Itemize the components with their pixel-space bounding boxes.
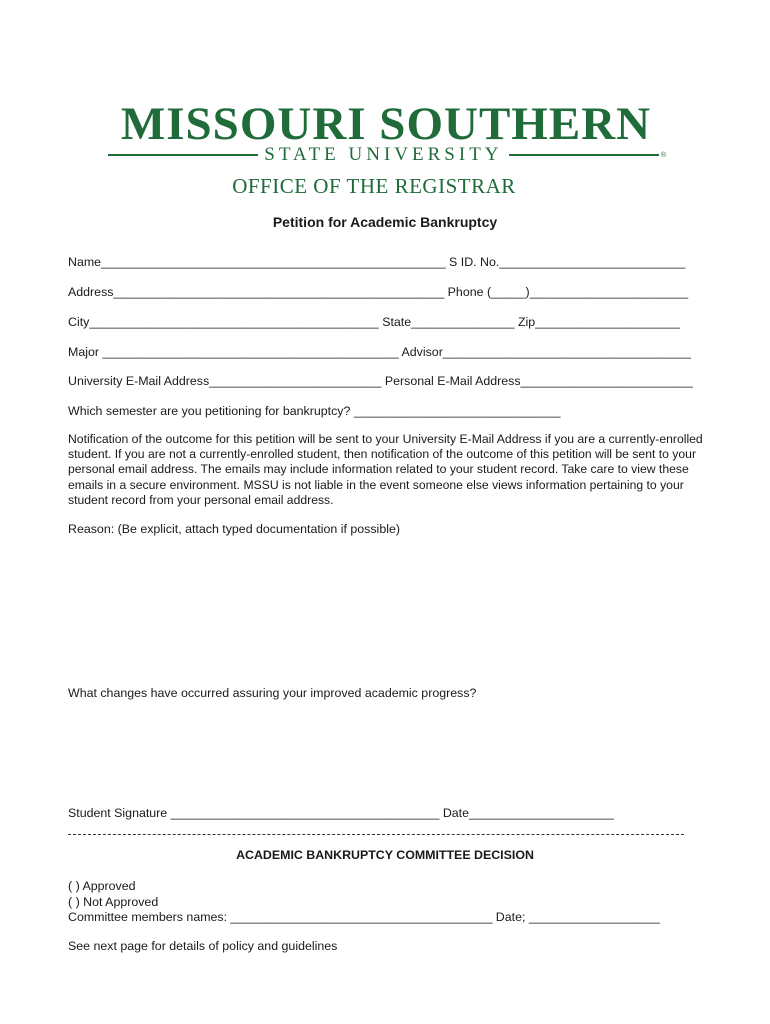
city-state-zip-field-line[interactable]: City__________________________________________ State_______________ Zip_____________________ — [68, 315, 680, 329]
committee-heading: ACADEMIC BANKRUPTCY COMMITTEE DECISION — [236, 848, 534, 862]
footer-note: See next page for details of policy and guidelines — [68, 939, 338, 953]
committee-members-field-line[interactable]: Committee members names: ______________________________________ Date; ___________________ — [68, 910, 660, 924]
not-approved-checkbox[interactable]: ( ) Not Approved — [68, 895, 159, 909]
signature-date-field-line[interactable]: Student Signature _______________________________________ Date_____________________ — [68, 806, 614, 820]
notification-paragraph: Notification of the outcome for this petition will be sent to your University E-Mail Address if you are a currently-enrolled student. If you are not a currently-enrolled student, then notification of the outcome of this petition will be sent to your personal email address. The emails may include information related to your student record. Take care to view these emails in a secure environment. MSSU is not liable in the event someone else views information pertaining to your student record from your personal email address. — [68, 432, 703, 507]
email-field-line[interactable]: University E-Mail Address_________________________ Personal E-Mail Address_________________________ — [68, 374, 693, 388]
changes-label: What changes have occurred assuring your improved academic progress? — [68, 686, 477, 700]
approved-checkbox[interactable]: ( ) Approved — [68, 879, 136, 893]
major-advisor-field-line[interactable]: Major ___________________________________________ Advisor____________________________________ — [68, 345, 691, 359]
name-id-field-line[interactable]: Name__________________________________________________ S ID. No.___________________________ — [68, 255, 686, 269]
logo-university-name: MISSOURI SOUTHERN — [120, 98, 652, 150]
registered-mark: ® — [660, 151, 666, 159]
logo-subtitle: STATE UNIVERSITY — [264, 144, 503, 165]
logo-rule-left — [108, 154, 258, 156]
section-separator — [68, 834, 684, 835]
logo-subtitle-row — [108, 144, 666, 166]
logo-office-name: OFFICE OF THE REGISTRAR — [232, 174, 516, 198]
logo-rule-right — [509, 154, 659, 156]
address-phone-field-line[interactable]: Address________________________________________________ Phone (_____)_______________________ — [68, 285, 689, 299]
page-title: Petition for Academic Bankruptcy — [272, 214, 498, 230]
reason-label: Reason: (Be explicit, attach typed documentation if possible) — [68, 522, 400, 536]
semester-field-line[interactable]: Which semester are you petitioning for bankruptcy? ______________________________ — [68, 404, 561, 418]
